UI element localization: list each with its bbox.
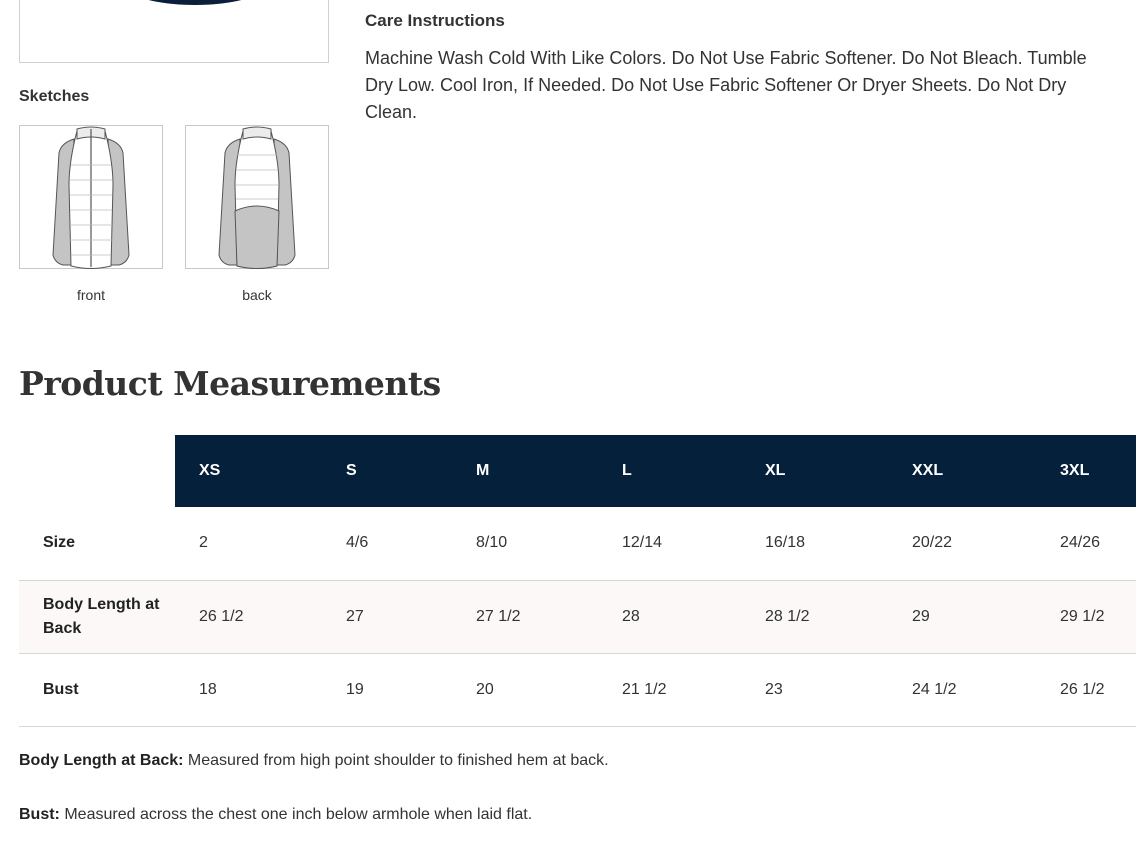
table-cell: 26 1/2 bbox=[1060, 680, 1105, 698]
table-cell: 19 bbox=[346, 680, 364, 698]
sketch-back[interactable] bbox=[185, 125, 329, 303]
care-instructions-heading: Care Instructions bbox=[365, 11, 505, 30]
size-header-s: S bbox=[322, 435, 452, 507]
sketch-caption-back: back bbox=[242, 287, 272, 303]
care-instructions-text: Machine Wash Cold With Like Colors. Do Not Use Fabric Softener. Do Not Bleach. Tumble Dry Low. Cool Iron, If Needed. Do Not Use Fabric Softener Or Dryer Sheets. Do Not Dry Clean. bbox=[365, 48, 1087, 122]
size-header-xxl: XXL bbox=[888, 435, 1036, 507]
row-label-bust: Bust bbox=[43, 680, 79, 698]
table-cell: 26 1/2 bbox=[199, 607, 244, 625]
table-cell: 20/22 bbox=[912, 534, 953, 552]
note-term: Bust: bbox=[19, 806, 60, 823]
table-corner-cell bbox=[19, 435, 175, 507]
table-cell: 16/18 bbox=[765, 534, 806, 552]
table-cell: 24 1/2 bbox=[912, 680, 957, 698]
table-cell: 4/6 bbox=[346, 534, 369, 552]
measurements-table bbox=[19, 435, 1136, 727]
table-cell: 18 bbox=[199, 680, 217, 698]
row-label-size: Size bbox=[43, 534, 76, 552]
size-header-xs: XS bbox=[175, 435, 322, 507]
measurement-note-body-length bbox=[19, 752, 609, 770]
table-cell: 28 1/2 bbox=[765, 607, 810, 625]
table-cell: 23 bbox=[765, 680, 783, 698]
size-header-l: L bbox=[598, 435, 741, 507]
vest-front-sketch-icon[interactable] bbox=[19, 125, 163, 269]
sketch-caption-front: front bbox=[76, 287, 105, 303]
table-cell: 29 bbox=[912, 607, 930, 625]
table-row-bust bbox=[19, 653, 1136, 726]
table-row-size bbox=[19, 507, 1136, 580]
table-cell: 24/26 bbox=[1060, 534, 1101, 552]
table-cell: 28 bbox=[622, 607, 640, 625]
sketches-heading: Sketches bbox=[19, 88, 90, 105]
table-cell: 27 bbox=[346, 607, 364, 625]
size-header-row bbox=[19, 435, 1136, 507]
product-image-garment bbox=[125, 0, 265, 5]
table-cell: 8/10 bbox=[476, 534, 508, 552]
table-cell: 27 1/2 bbox=[476, 607, 521, 625]
size-header-3xl: 3XL bbox=[1036, 435, 1136, 507]
vest-back-sketch-icon[interactable] bbox=[185, 125, 329, 269]
table-cell: 29 1/2 bbox=[1060, 607, 1105, 625]
note-description: Measured from high point shoulder to finished hem at back. bbox=[187, 752, 609, 769]
measurement-note-bust bbox=[19, 806, 532, 824]
size-header-xl: XL bbox=[741, 435, 888, 507]
sketch-front[interactable] bbox=[19, 125, 163, 303]
note-term: Body Length at Back: bbox=[19, 752, 184, 769]
table-cell: 20 bbox=[476, 680, 494, 698]
product-measurements-title: Product Measurements bbox=[19, 364, 441, 403]
row-label-body-length: Body Length at Back bbox=[43, 595, 160, 637]
table-cell: 21 1/2 bbox=[622, 680, 667, 698]
size-header-m: M bbox=[452, 435, 598, 507]
table-cell: 2 bbox=[199, 534, 208, 552]
note-description: Measured across the chest one inch below armhole when laid flat. bbox=[64, 806, 533, 823]
table-cell: 12/14 bbox=[622, 534, 663, 552]
table-row-body-length bbox=[19, 580, 1136, 653]
product-image[interactable] bbox=[19, 0, 329, 63]
